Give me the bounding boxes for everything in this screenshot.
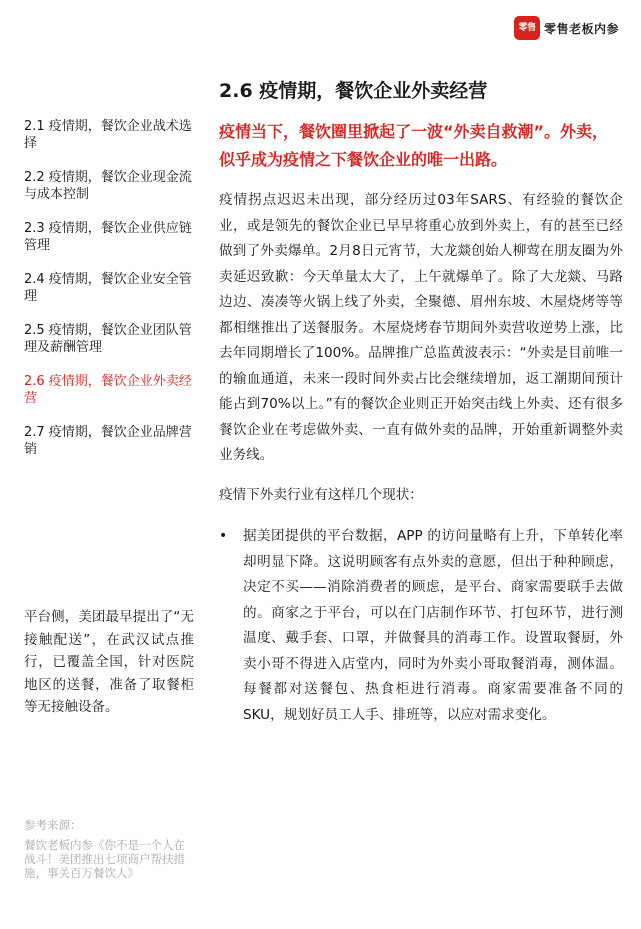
toc-item-2-1[interactable]: 2.1 疫情期，餐饮企业战术选择 [24, 119, 192, 151]
bullet-dot-icon: • [219, 528, 228, 544]
body-paragraph-2: 疫情下外卖行业有这样几个现状： [219, 486, 423, 503]
table-of-contents [24, 118, 194, 475]
reference-label: 参考来源： [24, 818, 82, 832]
toc-item-2-4[interactable]: 2.4 疫情期，餐饮企业安全管理 [24, 272, 192, 304]
side-note: 平台侧，美团最早提出了“无接触配送”，在武汉试点推行，已覆盖全国，针对医院地区的送餐，准备了取餐柜等无接触设备。 [24, 609, 194, 715]
reference-block [24, 818, 196, 880]
reference-text: 餐饮老板内参《你不是一个人在战斗！美团推出七项商户帮扶措施，事关百万餐饮人》 [24, 838, 185, 880]
toc-item-2-7[interactable]: 2.7 疫情期，餐饮企业品牌营销 [24, 425, 192, 457]
logo-mark-icon: 零售 [514, 16, 540, 40]
section-title: 2.6 疫情期，餐饮企业外卖经营 [219, 80, 488, 102]
bullet-item [219, 524, 623, 728]
main-content [219, 78, 623, 728]
toc-item-2-6-active[interactable]: 2.6 疫情期，餐饮企业外卖经营 [24, 374, 192, 406]
body-paragraph-1: 疫情拐点迟迟未出现，部分经历过03年SARS、有经验的餐饮企业，或是领先的餐饮企业已早早将重心放到外卖上，有的甚至已经做到了外卖爆单。2月8日元宵节，大龙燚创始人柳莺在朋友圈为外卖延迟致歉：今天单量太大了，上午就爆单了。除了大龙燚、马路边边、凑凑等火锅上线了外卖，全聚德、眉州东坡、木屋烧烤等等都相继推出了送餐服务。木屋烧烤春节期间外卖营收逆势上涨，比去年同期增长了100%。品牌推广总监黄波表示：“外卖是目前唯一的输血通道，未来一段时间外卖占比会继续增加，返工潮期间预计能占到70%以上。”有的餐饮企业则正开始突击线上外卖、还有很多餐饮企业在考虑做外卖、一直有做外卖的品牌，开始重新调整外卖业务线。 [219, 192, 623, 463]
toc-item-2-5[interactable]: 2.5 疫情期，餐饮企业团队管理及薪酬管理 [24, 323, 192, 355]
toc-item-2-3[interactable]: 2.3 疫情期，餐饮企业供应链管理 [24, 221, 192, 253]
logo-text: 零售老板内参 [543, 21, 619, 36]
brand-logo [514, 16, 619, 40]
toc-item-2-2[interactable]: 2.2 疫情期，餐饮企业现金流与成本控制 [24, 170, 192, 202]
lead-highlight: 疫情当下，餐饮圈里掀起了一波“外卖自救潮”。外卖，似乎成为疫情之下餐饮企业的唯一出路。 [219, 122, 609, 169]
bullet-text: 据美团提供的平台数据，APP 的访问量略有上升，下单转化率却明显下降。这说明顾客有点外卖的意愿，但出于种种顾虑，决定不买——消除消费者的顾虑，是平台、商家需要联手去做的。商家之于平台，可以在门店制作环节、打包环节，进行测温度、戴手套、口罩，并做餐具的消毒工作。设置取餐厨，外卖小哥不得进入店堂内，同时为外卖小哥取餐消毒，测体温。每餐都对送餐包、热食柜进行消毒。商家需要准备不同的SKU，规划好员工人手、排班等，以应对需求变化。 [243, 528, 623, 723]
